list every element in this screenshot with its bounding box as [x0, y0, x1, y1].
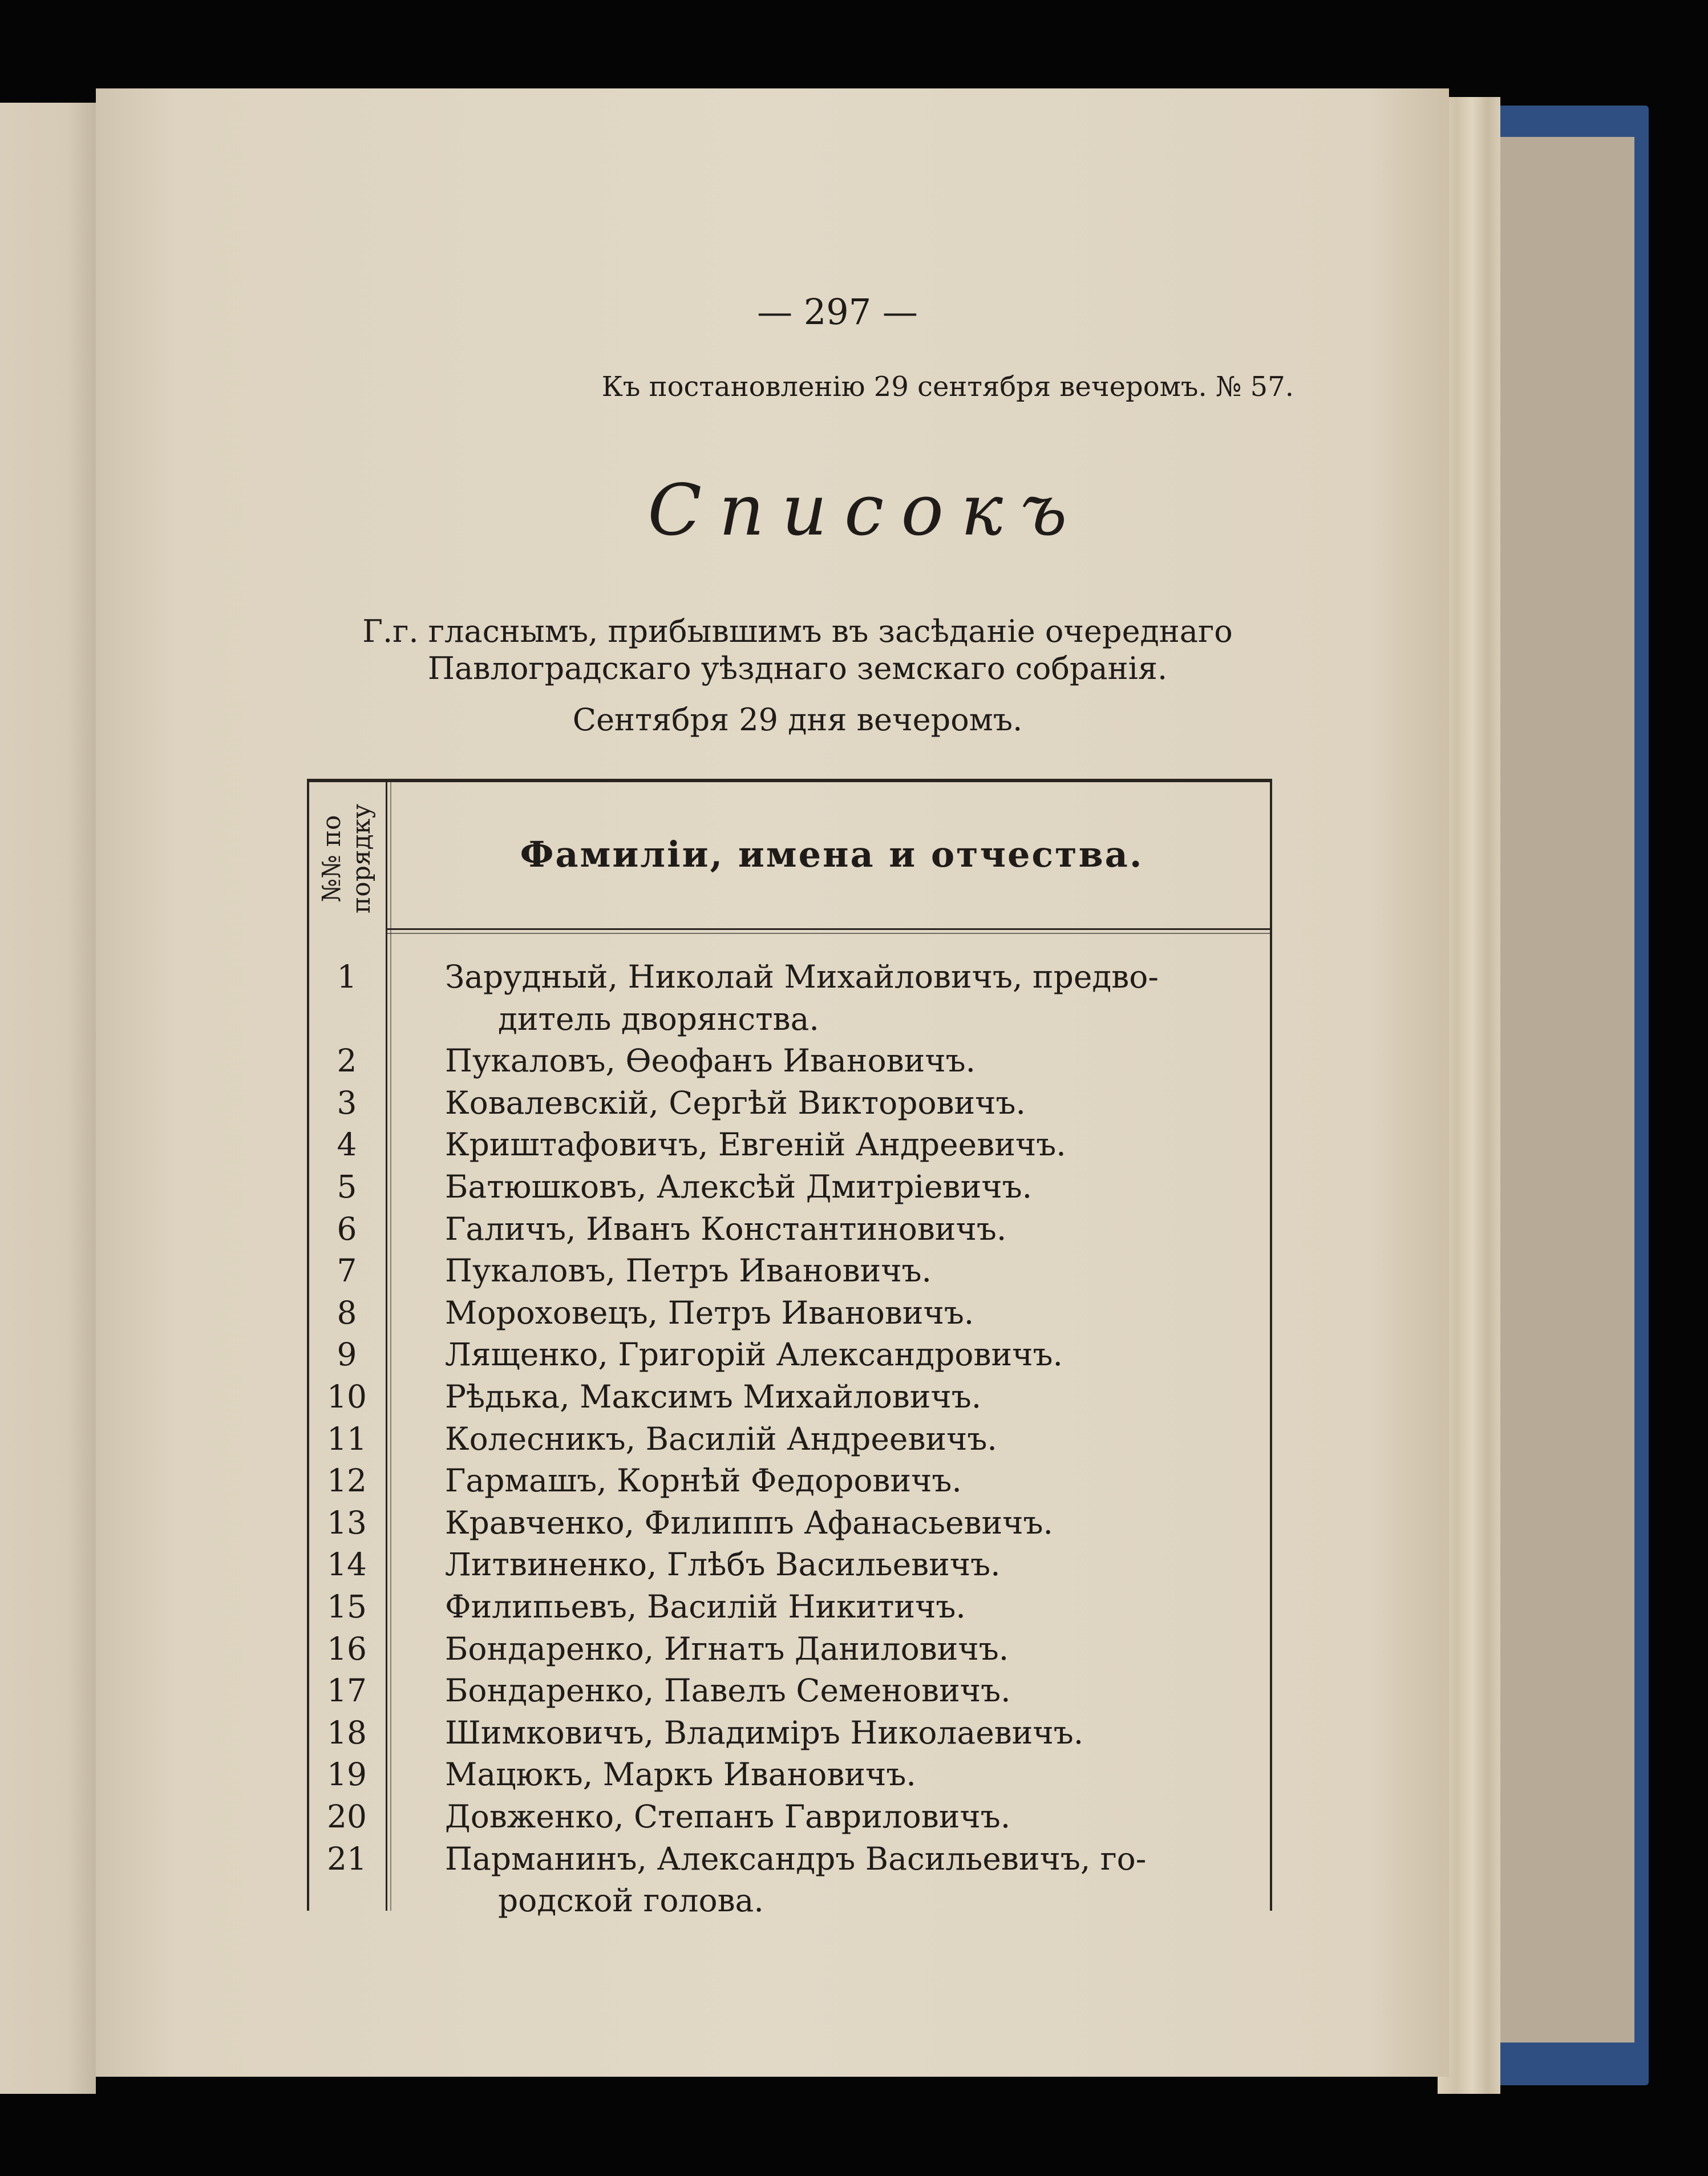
column-header-number-text: №№ по порядку [317, 803, 377, 914]
row-name: Криштафовичъ, Евгеній Андреевичъ. [445, 1126, 1066, 1163]
row-number: 19 [327, 1756, 367, 1793]
row-name: Галичъ, Иванъ Константиновичъ. [445, 1210, 1007, 1247]
column-divider-2 [390, 781, 391, 1911]
row-name: Пукаловъ, Петръ Ивановичъ. [445, 1252, 932, 1289]
row-number: 4 [337, 1126, 357, 1163]
row-number: 7 [337, 1252, 357, 1289]
row-name: Филипьевъ, Василій Никитичъ. [445, 1588, 966, 1625]
row-number: 21 [327, 1840, 367, 1877]
column-header-names: Фамиліи, имена и отчества. [520, 834, 1144, 875]
row-name: Парманинъ, Александръ Васильевичъ, го- [445, 1840, 1147, 1877]
row-number: 8 [337, 1294, 357, 1331]
page-number: — 297 — [757, 291, 918, 333]
back-pages [1478, 137, 1634, 2042]
row-name: Шимковичъ, Владиміръ Николаевичъ. [445, 1714, 1084, 1751]
row-name: Ковалевскій, Сергѣй Викторовичъ. [445, 1084, 1026, 1121]
row-name: Литвиненко, Глѣбъ Васильевичъ. [445, 1546, 1001, 1583]
row-name: Кравченко, Филиппъ Афанасьевичъ. [445, 1504, 1053, 1541]
row-number: 2 [337, 1042, 357, 1079]
row-number: 1 [337, 958, 357, 995]
row-number: 18 [327, 1714, 367, 1751]
subtitle-line-1: Г.г. гласнымъ, прибывшимъ въ засѣданіе очереднаго [362, 613, 1233, 649]
book-page [96, 88, 1449, 2077]
row-name: Батюшковъ, Алексѣй Дмитріевичъ. [445, 1168, 1033, 1205]
date-line: Сентября 29 дня вечеромъ. [572, 702, 1023, 738]
header-bottom-rule [387, 928, 1272, 930]
row-name: Мороховецъ, Петръ Ивановичъ. [445, 1294, 974, 1331]
row-name: Пукаловъ, Ѳеофанъ Ивановичъ. [445, 1042, 976, 1079]
decree-reference: Къ постановленію 29 сентября вечеромъ. № 57. [601, 371, 1294, 403]
row-name: Колесникъ, Василій Андреевичъ. [445, 1420, 997, 1457]
row-number: 15 [327, 1588, 367, 1625]
row-name-continuation: дитель дворянства. [498, 1000, 819, 1037]
column-header-number [307, 784, 387, 933]
document-title: Списокъ [647, 470, 1084, 552]
left-page [0, 103, 96, 2094]
row-name: Гармашъ, Корнѣй Федоровичъ. [445, 1462, 962, 1499]
table-top-rule [307, 779, 1272, 782]
row-name: Рѣдька, Максимъ Михайловичъ. [445, 1378, 982, 1415]
row-name: Бондаренко, Игнатъ Даниловичъ. [445, 1630, 1009, 1667]
row-number: 5 [337, 1168, 357, 1205]
row-name: Бондаренко, Павелъ Семеновичъ. [445, 1672, 1011, 1709]
row-number: 12 [327, 1462, 367, 1499]
row-name-continuation: родской голова. [498, 1882, 764, 1919]
row-name: Мацюкъ, Маркъ Ивановичъ. [445, 1756, 916, 1793]
row-number: 13 [327, 1504, 367, 1541]
row-number: 14 [327, 1546, 367, 1583]
row-name: Лященко, Григорій Александровичъ. [445, 1336, 1063, 1373]
row-name: Зарудный, Николай Михайловичъ, предво- [445, 958, 1159, 995]
row-number: 3 [337, 1084, 357, 1121]
subtitle-line-2: Павлоградскаго уѣзднаго земскаго собранія. [427, 650, 1168, 686]
row-number: 20 [327, 1798, 367, 1835]
header-bottom-rule-2 [387, 933, 1272, 934]
row-name: Довженко, Степанъ Гавриловичъ. [445, 1798, 1011, 1835]
row-number: 17 [327, 1672, 367, 1709]
row-number: 9 [337, 1336, 357, 1373]
row-number: 10 [327, 1378, 367, 1415]
row-number: 16 [327, 1630, 367, 1667]
row-number: 6 [337, 1210, 357, 1247]
row-number: 11 [327, 1420, 367, 1457]
